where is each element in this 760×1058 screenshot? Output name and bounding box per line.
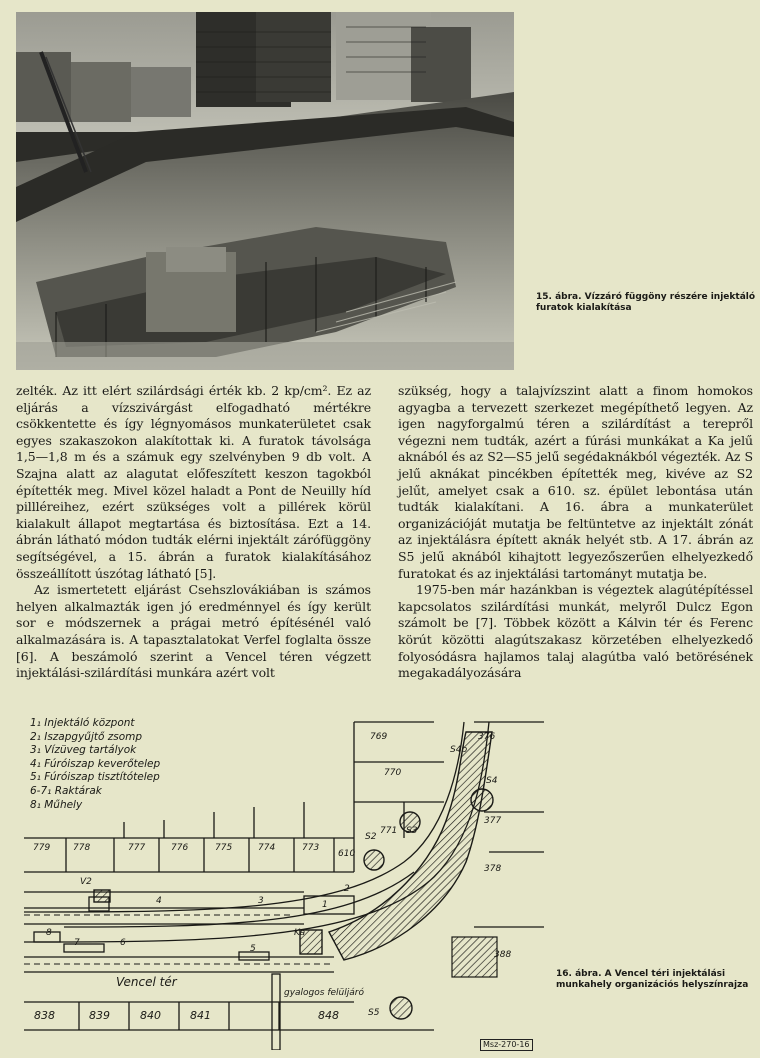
building-label: 770 [384, 768, 402, 778]
figure-15-caption: 15. ábra. Vízzáró függöny részére injektáló furatok kialakítása [536, 292, 756, 313]
building-label: 777 [128, 843, 146, 853]
legend-item: 4₁ Fúróiszap keverőtelep [30, 757, 161, 770]
right-column [398, 383, 753, 682]
figure-15-photo [16, 12, 514, 370]
facility-number: 5 [250, 944, 256, 954]
shaft-label: Ka [294, 928, 306, 938]
figure-16-caption: 16. ábra. A Vencel téri injektálási munkahely organizációs helyszínrajza [556, 969, 749, 990]
facility-number: 7 [74, 938, 80, 948]
legend-item: 5₁ Fúróiszap tisztítótelep [30, 771, 160, 784]
legend-item: 2₁ Iszapgyűjtő zsomp [30, 730, 143, 743]
figure-16-legend [30, 717, 160, 812]
paragraph: 1975-ben már hazánkban is végeztek alagútépítéssel kapcsolatos szilárdítási munkát, melyről Dulcz Egon számolt be [7]. Többek között a Kálvin tér és Ferenc körút közötti alagútszakasz körzetében elhelyezkedő folyosódásra hajlamos talaj alagútba való betörésének megakadályozására [398, 582, 753, 681]
paragraph: Az ismertetett eljárást Csehszlovákiában is számos helyen alkalmazták igen jó eredménnyel és így került sor e módszernek a prágai metró építésénél való alkalmazására is. A tapasztalatokat Verfel foglalta össze [6]. A beszámoló szerint a Vencel téren végzett injektálási-szilárdítási munkára azért volt [16, 582, 371, 681]
paragraph: zelték. Az itt elért szilárdsági érték kb. 2 kp/cm². Ez az eljárás a vízszivárgást elfogadható mértékre csökkentette és így légnyomásos munkaterületet csak egyes szakaszokon alakítottak ki. A furatok távolsága 1,5—1,8 m és a számuk egy szelvényben 9 db volt. A Szajna alatt az alagutat előfeszített keszon tagokból építették meg. Mivel közel haladt a Pont de Neuilly híd pillléreihez, ezért szükséges volt a pillérek körül kialakult állapot megtartása és biztosítása. Ezt a 14. ábrán látható módon tudták elérni injektált zárófüggöny segítségével, a 15. ábrán a furatok kialakításához összeállított úszótag látható [5]. [16, 383, 371, 581]
legend-item: 3₁ Vízüveg tartályok [30, 744, 137, 757]
building-label: 838 [34, 1009, 55, 1022]
building-label: 774 [258, 843, 276, 853]
facility-number: 6 [120, 938, 126, 948]
building-label: 771 [380, 826, 398, 836]
building-label: 377 [484, 816, 502, 826]
left-column [16, 383, 371, 682]
plate-stamp: Msz-270-16 [480, 1039, 533, 1051]
building-label: 778 [73, 843, 91, 853]
building-label: 776 [171, 843, 189, 853]
legend-item: 8₁ Műhely [30, 798, 83, 811]
building-label: 839 [89, 1009, 110, 1022]
shaft-label: S4b [450, 745, 468, 755]
building-label: 840 [140, 1009, 161, 1022]
facility-number: 4 [156, 896, 162, 906]
legend-item: 6-7₁ Raktárak [30, 784, 102, 797]
building-label: 769 [370, 732, 388, 742]
photo-illustration [16, 12, 514, 370]
walkway-label: gyalogos felüljáró [284, 988, 364, 998]
square-label: Vencel tér [116, 975, 177, 989]
shaft-label: V2 [80, 877, 92, 887]
building-label: 773 [302, 843, 320, 853]
paragraph: szükség, hogy a talajvízszint alatt a finom homokos agyagba a tervezett szerkezet megépíthető legyen. Az igen nagyforgalmú téren a szilárdítást a terepről végezni nem tudták, azért a fúrási munkákat a Ka jelű aknából és az S2—S5 jelű segédaknákból végezték. Az S jelű aknákat pincékben építették meg, kivéve az S2 jelűt, amelyet csak a 610. sz. épület lebontása után tudták kialakítani. A 16. ábra a munkaterület organizációját mutatja be feltüntetve az injektált zónát az injektálásra épített aknák helyét stb. A 17. ábrán az S5 jelű aknából kihajtott legyezőszerűen elhelyezkedő furatokat és az injektálási tartományt mutatja be. [398, 383, 753, 581]
building-label: 376 [478, 732, 496, 742]
building-label: 848 [318, 1009, 339, 1022]
building-label: 775 [215, 843, 233, 853]
facility-number: 3 [258, 896, 264, 906]
shaft-label: S4 [486, 776, 498, 786]
shaft-label: S2 [365, 832, 377, 842]
facility-number: 2 [344, 884, 350, 894]
legend-item: 1₁ Injektáló központ [30, 717, 135, 729]
facility-number: 1 [322, 900, 328, 910]
shaft-label: S3 [406, 826, 418, 836]
shaft-label: S5 [368, 1008, 380, 1018]
building-label: 779 [33, 843, 51, 853]
distance-label: 388 [494, 950, 512, 960]
building-label: 610 [338, 849, 356, 859]
facility-number: 8 [46, 928, 52, 938]
building-label: 378 [484, 864, 502, 874]
building-label: 841 [190, 1009, 211, 1022]
